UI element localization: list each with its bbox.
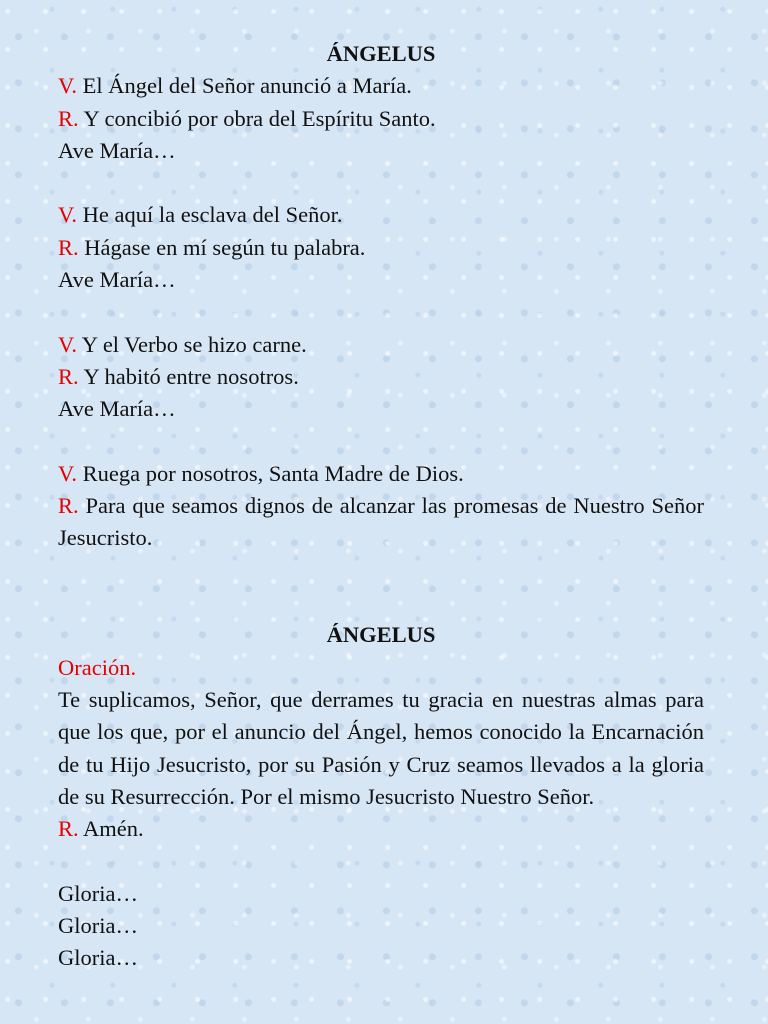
prayer-text: Te suplicamos, Señor, que derrames tu gracia en nuestras almas para que los que, por el anuncio del Ángel, hemos conocido la Encarnación de tu Hijo Jesucristo, por su Pasión y Cruz seamos llevados a la gloria de su Resurrección. Por el mismo Jesucristo Nuestro Señor. — [58, 686, 704, 809]
versicle-line — [58, 70, 704, 102]
response-text: Hágase en mí según tu palabra. — [84, 234, 366, 260]
gloria-line: Gloria… — [58, 880, 138, 906]
spacer — [58, 167, 704, 199]
response-text: Y habitó entre nosotros. — [83, 363, 299, 389]
prayer-document — [58, 38, 704, 975]
verse-block-2 — [58, 199, 704, 296]
response-line — [58, 813, 704, 845]
response-text: Amén. — [83, 816, 144, 842]
versicle-marker: V. — [58, 202, 77, 228]
prayer-label: Oración. — [58, 654, 137, 680]
response-marker: R. — [58, 105, 79, 131]
response-text: Para que seamos dignos de alcanzar las promesas de Nuestro Señor Jesucristo. — [58, 493, 705, 551]
response-marker: R. — [58, 816, 79, 842]
spacer — [58, 845, 704, 877]
gloria-line: Gloria… — [58, 913, 138, 939]
response-text: Y concibió por obra del Espíritu Santo. — [83, 105, 436, 131]
spacer — [58, 296, 704, 328]
versicle-marker: V. — [58, 460, 77, 486]
ave-maria-line: Ave María… — [58, 267, 176, 293]
ave-maria-line: Ave María… — [58, 396, 176, 422]
versicle-marker: V. — [58, 73, 77, 99]
prayer-block — [58, 652, 704, 846]
versicle-text: He aquí la esclava del Señor. — [82, 202, 343, 228]
verse-block-4 — [58, 458, 704, 555]
section-title: ÁNGELUS — [326, 41, 436, 66]
spacer — [58, 426, 704, 458]
response-line — [58, 490, 704, 555]
versicle-line — [58, 199, 704, 231]
response-line — [58, 361, 704, 393]
response-marker: R. — [58, 234, 79, 260]
versicle-text: Y el Verbo se hizo carne. — [81, 331, 307, 357]
versicle-text: Ruega por nosotros, Santa Madre de Dios. — [82, 460, 464, 486]
versicle-line — [58, 458, 704, 490]
spacer — [58, 555, 704, 620]
verse-block-3 — [58, 329, 704, 426]
response-line — [58, 232, 704, 264]
versicle-text: El Ángel del Señor anunció a María. — [82, 73, 412, 99]
gloria-block — [58, 878, 704, 975]
response-marker: R. — [58, 363, 79, 389]
response-line — [58, 103, 704, 135]
gloria-line: Gloria… — [58, 945, 138, 971]
verse-block-1 — [58, 70, 704, 167]
versicle-marker: V. — [58, 331, 77, 357]
versicle-line — [58, 329, 704, 361]
ave-maria-line: Ave María… — [58, 137, 176, 163]
response-marker: R. — [58, 493, 79, 519]
section-title: ÁNGELUS — [326, 622, 436, 648]
